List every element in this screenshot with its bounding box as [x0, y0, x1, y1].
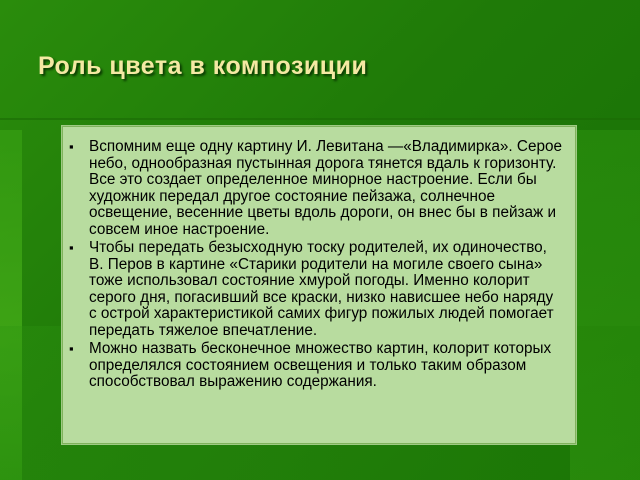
title-divider: [0, 118, 640, 120]
bullet-item: [69, 340, 563, 391]
bullet-text: Можно назвать бесконечное множество картин, колорит которых определялся состоянием освещения и только таким образом способствовал выражению содержания.: [89, 340, 552, 390]
bullet-item: [69, 138, 563, 238]
bullet-item: [69, 239, 563, 339]
slide-title: Роль цвета в композиции: [38, 52, 368, 80]
bullet-text: Чтобы передать безысходную тоску родителей, их одиночество, В. Перов в картине «Старики родители на могиле своего сына» тоже использовал состояние хмурой погоды. Именно колорит серого дня, погасивший все краски, низко нависшее небо наряду с острой характеристикой самих фигур пожилых людей помогает передать тяжелое впечатление.: [89, 239, 554, 339]
bullet-text: Вспомним еще одну картину И. Левитана —«Владимирка». Серое небо, однообразная пустынная дорога тянется вдаль к горизонту. Все это создает определенное минорное настроение. Если бы художник передал другое состояние пейзажа, солнечное освещение, весенние цветы вдоль дороги, он внес бы в пейзаж и совсем иное настроение.: [89, 138, 563, 238]
square-bullet-icon: ▪: [69, 240, 74, 255]
bullet-list: [63, 127, 575, 391]
content-box: [62, 126, 576, 444]
square-bullet-icon: ▪: [69, 139, 74, 154]
square-bullet-icon: ▪: [69, 341, 74, 356]
